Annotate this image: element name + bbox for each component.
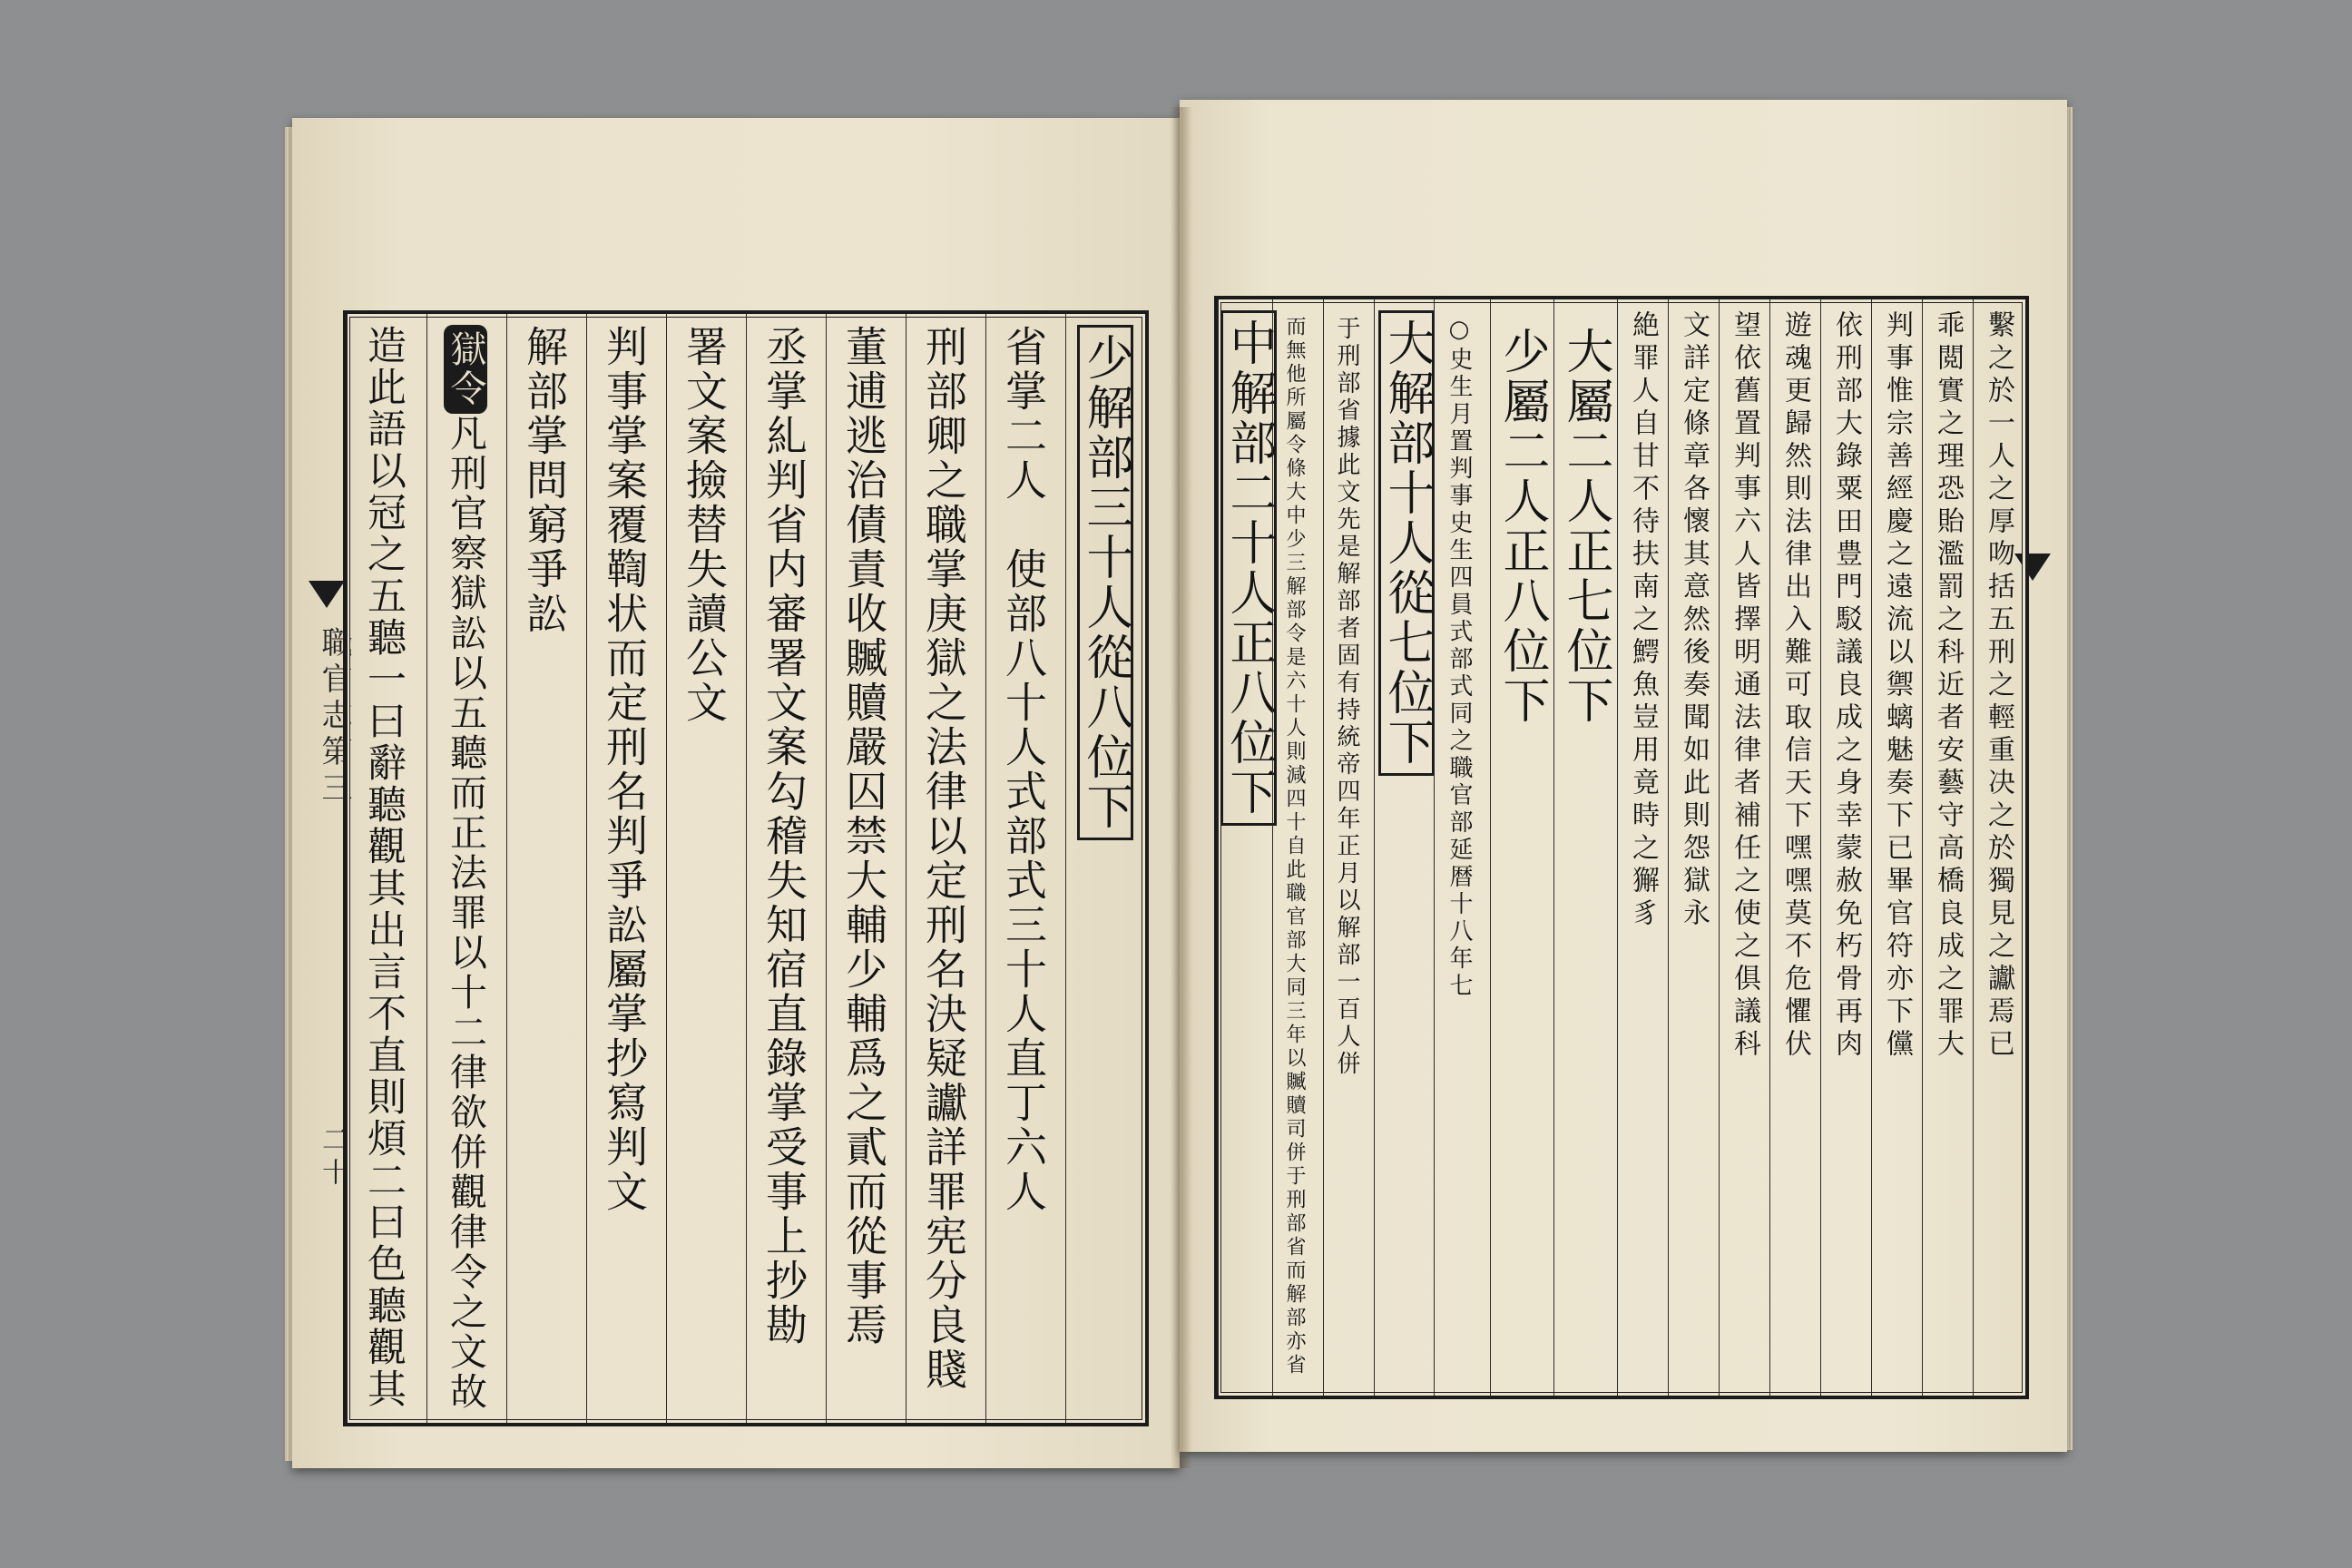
column-text: 乖閲實之理恐貽濫罰之科近者安藝守高橋良成之罪大 — [1932, 310, 1964, 1062]
left-text-frame — [343, 310, 1149, 1426]
column-text: 署文案撿替失讀公文 — [680, 325, 729, 725]
column-text: 絶罪人自甘不待扶南之鰐魚豈用竟時之獬豸 — [1627, 310, 1659, 931]
text-column — [347, 314, 427, 1423]
column-text: 凡刑官察獄訟以五聽而正法罪以十二律欲併觀律令之文故 — [444, 414, 487, 1412]
fishtail-mark-left — [309, 581, 345, 608]
text-column — [1490, 299, 1554, 1396]
text-column — [1218, 299, 1276, 1396]
column-text: 刑部卿之職掌庚獄之法律以定刑名決疑讞詳罪宪分良賤 — [919, 325, 968, 1392]
text-column — [1922, 299, 1974, 1396]
column-text: 判事惟宗善經慶之遠流以禦螭魅奏下已畢官符亦下儻 — [1881, 310, 1913, 1062]
column-text: 判事掌案覆鞫状而定刑名判爭訟屬掌抄寫判文 — [600, 325, 649, 1214]
text-column — [1065, 314, 1146, 1423]
heading-box: 中解部二十人正八位下 — [1220, 310, 1277, 826]
column-text: 丞掌糺判省内審署文案勾稽失知宿直錄掌受事上抄勘 — [760, 325, 808, 1348]
column-note: ○史生月置判事史生四員式部式同之職官部延暦十八年七 — [1446, 316, 1473, 1000]
text-column — [1272, 299, 1324, 1396]
column-text: 望依舊置判事六人皆擇明通法律者補任之使之俱議科 — [1729, 310, 1760, 1062]
text-column — [1973, 299, 2026, 1396]
text-column — [586, 314, 667, 1423]
column-note: 而無他所屬令條大中少三解部令是六十人則減四十自此職官部大同三年以贓贖司併于刑部省而解部亦省 — [1283, 316, 1306, 1377]
column-text: 董逋逃治債責收贓贖嚴囚禁大輔少輔爲之貳而從事焉 — [839, 325, 888, 1348]
text-column — [1871, 299, 1923, 1396]
text-column — [1820, 299, 1872, 1396]
column-text: 繫之於一人之厚吻括五刑之輕重决之於獨見之讞焉已 — [1983, 310, 2014, 1062]
text-column — [1374, 299, 1435, 1396]
text-column — [1719, 299, 1770, 1396]
column-text: 造此語以冠之五聽一曰辭聽觀其出言不直則煩二曰色聽觀其 — [361, 325, 407, 1410]
column-text: 少屬二人正八位下 — [1494, 327, 1549, 726]
column-text: 遊魂更歸然則法律出入難可取信天下嘿嘿莫不危懼伏 — [1779, 310, 1811, 1062]
column-text: 大屬二人正七位下 — [1558, 327, 1612, 726]
ordinance-seal: 獄令 — [444, 325, 487, 414]
column-note: 于刑部省據此文先是解部者固有持統帝四年正月以解部一百人併 — [1333, 316, 1360, 1078]
heading-box: 少解部三十人從八位下 — [1077, 325, 1133, 840]
column-text: 解部掌問窮爭訟 — [520, 325, 569, 636]
text-column — [1769, 299, 1821, 1396]
spine-title: 職官志第三 — [316, 626, 352, 808]
book-gutter — [1171, 107, 1192, 1468]
text-column — [1668, 299, 1720, 1396]
text-column — [1323, 299, 1375, 1396]
column-text: 文詳定條章各懷其意然後奏聞如此則怨獄永 — [1678, 310, 1710, 931]
text-column — [1434, 299, 1491, 1396]
text-column — [906, 314, 986, 1423]
column-text: 依刑部大錄粟田豊門駁議良成之身幸蒙赦免朽骨再肉 — [1830, 310, 1862, 1062]
text-column — [985, 314, 1066, 1423]
column-text: 省掌二人 使部八十人式部式三十人直丁六人 — [999, 325, 1048, 1214]
text-column — [746, 314, 827, 1423]
text-column — [666, 314, 747, 1423]
spine-page-number: 二十 — [317, 1125, 348, 1191]
right-text-frame — [1214, 296, 2029, 1399]
text-column — [426, 314, 507, 1423]
text-column — [826, 314, 906, 1423]
text-column — [1617, 299, 1669, 1396]
text-column — [1553, 299, 1618, 1396]
text-column — [506, 314, 587, 1423]
heading-box: 大解部十人從七位下 — [1378, 310, 1435, 776]
ordinance-column — [444, 325, 487, 1412]
